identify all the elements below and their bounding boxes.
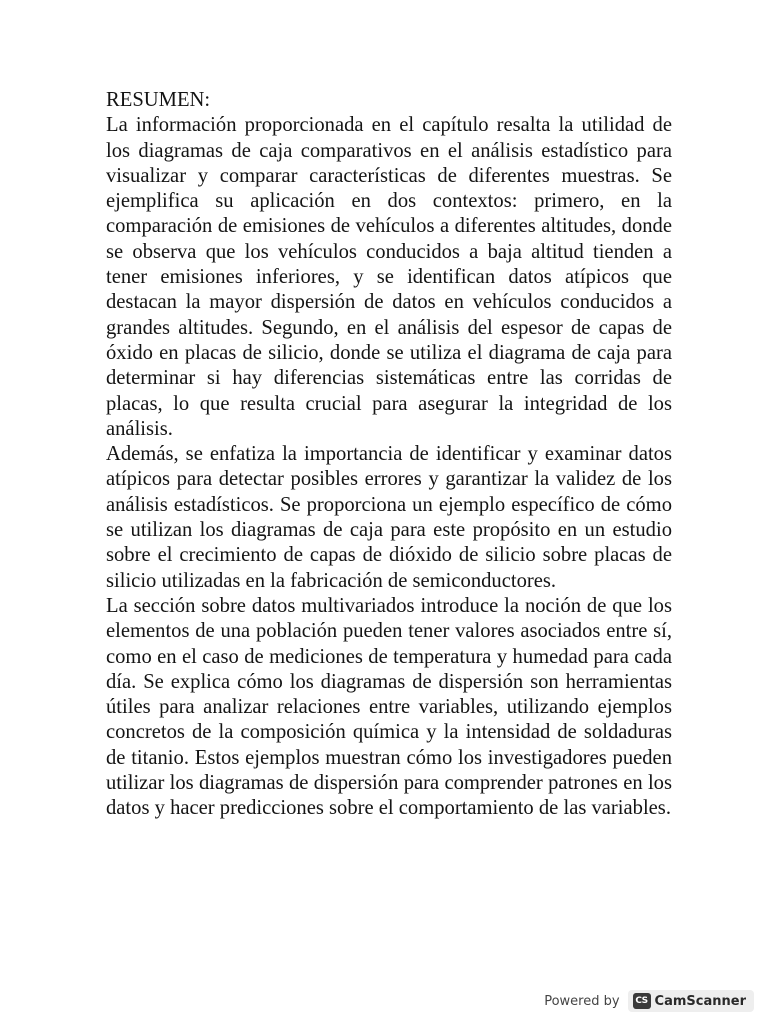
camscanner-brand-name: CamScanner <box>654 993 746 1009</box>
camscanner-logo-icon: CS <box>633 993 651 1009</box>
paragraph-1: La información proporcionada en el capítulo resalta la utilidad de los diagramas de caja comparativos en el análisis estadístico para visualizar y comparar características de diferentes muestras. Se ejemplifica su aplicación en dos contextos: primero, en la comparación de emisiones de vehículos a diferentes altitudes, donde se observa que los vehículos conducidos a baja altitud tienden a tener emisiones inferiores, y se identifican datos atípicos que destacan la mayor dispersión de datos en vehículos conducidos a grandes altitudes. Segundo, en el análisis del espesor de capas de óxido en placas de silicio, donde se utiliza el diagrama de caja para determinar si hay diferencias sistemáticas entre las corridas de placas, lo que resulta crucial para asegurar la integridad de los análisis. <box>106 114 672 440</box>
document-body <box>106 88 672 822</box>
summary-heading: RESUMEN: <box>106 89 211 111</box>
paragraph-3: La sección sobre datos multivariados introduce la noción de que los elementos de una población pueden tener valores asociados entre sí, como en el caso de mediciones de temperatura y humedad para cada día. Se explica cómo los diagramas de dispersión son herramientas útiles para analizar relaciones entre variables, utilizando ejemplos concretos de la composición química y la intensidad de soldaduras de titanio. Estos ejemplos muestran cómo los investigadores pueden utilizar los diagramas de dispersión para comprender patrones en los datos y hacer predicciones sobre el comportamiento de las variables. <box>106 594 672 820</box>
camscanner-watermark <box>544 988 754 1014</box>
powered-by-label: Powered by <box>544 993 620 1009</box>
camscanner-badge <box>628 990 754 1012</box>
paragraph-2: Además, se enfatiza la importancia de identificar y examinar datos atípicos para detectar posibles errores y garantizar la validez de los análisis estadísticos. Se proporciona un ejemplo específico de cómo se utilizan los diagramas de caja para este propósito en un estudio sobre el crecimiento de capas de dióxido de silicio sobre placas de silicio utilizadas en la fabricación de semiconductores. <box>106 443 672 592</box>
